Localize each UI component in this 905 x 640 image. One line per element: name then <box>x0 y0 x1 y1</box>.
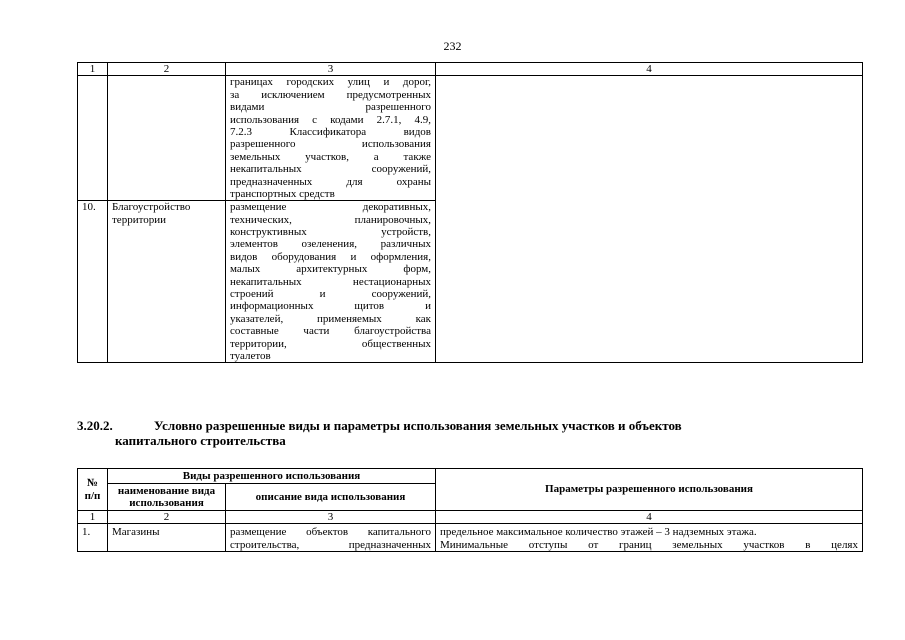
col-params-header: Параметры разрешенного использования <box>436 469 863 511</box>
desc-line: строительства, предназначенных <box>230 538 431 551</box>
col-index-4: 4 <box>436 511 863 524</box>
desc-line: разрешенного использования <box>230 138 431 151</box>
desc-line: конструктивных устройств, <box>230 226 431 239</box>
parameters-cell <box>436 524 863 552</box>
col-index-3: 3 <box>226 511 436 524</box>
use-name-line: территории <box>112 213 167 226</box>
desc-line: использования с кодами 2.7.1, 4.9, <box>230 113 431 126</box>
desc-line: туалетов <box>230 350 271 362</box>
desc-line: земельных участков, а также <box>230 150 431 163</box>
row-number-cell <box>78 76 108 201</box>
desc-line: некапитальных сооружений, <box>230 163 431 176</box>
group-header: Виды разрешенного использования <box>108 469 436 484</box>
desc-line: транспортных средств <box>230 187 335 200</box>
col-index-1: 1 <box>78 63 108 76</box>
desc-line: технических, планировочных, <box>230 213 431 226</box>
table-header-row-1 <box>78 469 863 484</box>
section-title-line-2: капитального строительства <box>115 433 286 448</box>
desc-line: указателей, применяемых как <box>230 312 431 325</box>
use-description-cell <box>226 201 436 363</box>
desc-line: размещение объектов капитального <box>230 526 431 539</box>
conditional-uses-table <box>77 468 863 552</box>
col-index-3: 3 <box>226 63 436 76</box>
desc-line: территории, общественных <box>230 337 431 350</box>
section-number: 3.20.2. <box>77 418 113 433</box>
row-number-cell: 1. <box>78 524 108 552</box>
desc-line: 7.2.3 Классификатора видов <box>230 125 431 138</box>
row-number-cell: 10. <box>78 201 108 363</box>
use-name-cell: Магазины <box>108 524 226 552</box>
use-description-cell <box>226 524 436 552</box>
desc-line: малых архитектурных форм, <box>230 263 431 276</box>
permitted-uses-table-continued <box>77 62 863 363</box>
use-name-cell <box>108 76 226 201</box>
col-desc-header: описание вида использования <box>226 484 436 511</box>
desc-line: размещение декоративных, <box>230 201 431 214</box>
desc-line: границах городских улиц и дорог, <box>230 76 431 89</box>
col-index-4: 4 <box>436 63 863 76</box>
parameters-cell <box>436 76 863 363</box>
desc-line: предназначенных для охраны <box>230 175 431 188</box>
col-index-1: 1 <box>78 511 108 524</box>
col-number-header: № п/п <box>78 469 108 511</box>
desc-line: за исключением предусмотренных <box>230 88 431 101</box>
use-name-line: Благоустройство <box>112 201 191 214</box>
desc-line: элементов озеленения, различных <box>230 238 431 251</box>
col-name-header: наименование вида использования <box>108 484 226 511</box>
desc-line: строений и сооружений, <box>230 288 431 301</box>
param-line: Минимальные отступы от границ земельных участков в целях <box>440 538 858 551</box>
param-line: предельное максимальное количество этажей – 3 надземных этажа. <box>440 526 757 539</box>
page-number: 232 <box>443 39 462 53</box>
col-index-2: 2 <box>108 511 226 524</box>
section-heading <box>77 418 682 448</box>
desc-line: видов оборудования и оформления, <box>230 250 431 263</box>
column-index-row <box>78 63 863 76</box>
desc-line: видами разрешенного <box>230 101 431 114</box>
use-description-cell <box>226 76 436 201</box>
desc-line: составные части благоустройства <box>230 325 431 338</box>
table-row-continued <box>78 76 863 201</box>
desc-line: некапитальных нестационарных <box>230 275 431 288</box>
desc-line: информационных щитов и <box>230 300 431 313</box>
use-name-cell <box>108 201 226 363</box>
table-row-1 <box>78 524 863 552</box>
section-title-line-1: Условно разрешенные виды и параметры использования земельных участков и объектов <box>154 418 682 433</box>
col-index-2: 2 <box>108 63 226 76</box>
column-index-row <box>78 511 863 524</box>
